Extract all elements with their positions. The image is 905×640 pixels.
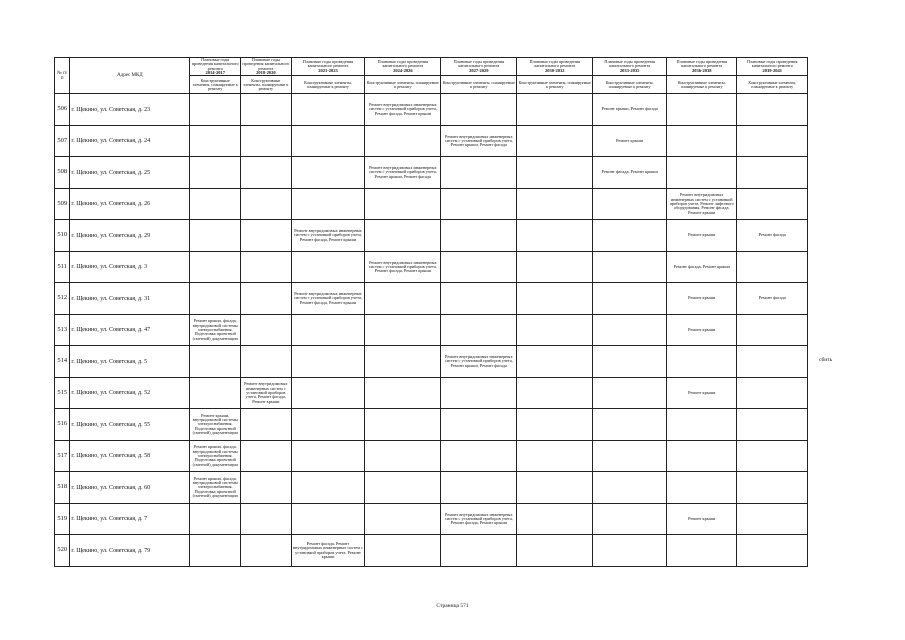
header-period xyxy=(441,58,517,76)
work-cell: Ремонт фасада, Ремонт крыши xyxy=(667,251,737,283)
work-cell xyxy=(190,157,241,189)
header-period-plan: Плановые годы проведения капитального ремонта xyxy=(529,59,580,69)
work-cell xyxy=(190,220,241,252)
table-row xyxy=(55,440,808,472)
work-cell xyxy=(517,283,593,315)
header-elements: Конструктивные элементы, планируемые к ремонту xyxy=(667,76,737,94)
work-cell xyxy=(291,346,365,378)
header-period xyxy=(593,58,667,76)
header-elements: Конструктивные элементы, планируемые к ремонту xyxy=(441,76,517,94)
work-cell xyxy=(291,125,365,157)
header-period xyxy=(667,58,737,76)
row-address: г. Щекино, ул. Советская, д. 23 xyxy=(70,94,190,126)
work-cell xyxy=(667,125,737,157)
row-address: г. Щекино, ул. Советская, д. 79 xyxy=(70,535,190,567)
row-address: г. Щекино, ул. Советская, д. 24 xyxy=(70,125,190,157)
work-cell xyxy=(517,377,593,409)
work-cell xyxy=(241,503,292,535)
header-num: № п/п xyxy=(55,58,70,94)
work-cell: Ремонт крыши xyxy=(667,503,737,535)
work-cell: Ремонт крыши, фасада, внутридомовой системы электроснабжения. Подготовка проектной (сметной) документации xyxy=(190,314,241,346)
work-cell xyxy=(291,440,365,472)
work-cell xyxy=(365,503,441,535)
header-period-plan: Плановые годы проведения капитального ремонта xyxy=(191,57,239,71)
work-cell xyxy=(241,346,292,378)
work-cell xyxy=(667,94,737,126)
work-cell xyxy=(593,188,667,220)
work-cell xyxy=(291,314,365,346)
row-number: 511 xyxy=(55,251,70,283)
header-period xyxy=(737,58,808,76)
row-number: 512 xyxy=(55,283,70,315)
table-row xyxy=(55,220,808,252)
work-cell xyxy=(517,157,593,189)
work-cell: Ремонт крыши, Ремонт фасада xyxy=(593,94,667,126)
work-cell: Ремонт внутридомовых инженерных систем с установкой приборов учета, Ремонт лифтового оборудования, Ремонт фасада, Ремонт крыши xyxy=(667,188,737,220)
work-cell xyxy=(291,472,365,504)
work-cell xyxy=(593,346,667,378)
work-cell xyxy=(593,314,667,346)
table-row xyxy=(55,472,808,504)
work-cell: Ремонт крыши, внутридомовой системы электроснабжения. Подготовка проектной (сметной) документации xyxy=(190,409,241,441)
work-cell xyxy=(737,314,808,346)
work-cell xyxy=(667,472,737,504)
header-period-years: 2021-2023 xyxy=(318,67,338,73)
work-cell xyxy=(737,157,808,189)
work-cell xyxy=(441,283,517,315)
work-cell xyxy=(737,535,808,567)
work-cell xyxy=(291,409,365,441)
work-cell xyxy=(190,377,241,409)
work-cell xyxy=(190,94,241,126)
work-cell xyxy=(365,314,441,346)
work-cell xyxy=(517,503,593,535)
work-cell xyxy=(737,472,808,504)
row-number: 510 xyxy=(55,220,70,252)
work-cell: Ремонт крыши xyxy=(593,125,667,157)
work-cell xyxy=(190,283,241,315)
page-number: Страница 571 xyxy=(436,603,469,609)
work-cell xyxy=(737,440,808,472)
work-cell xyxy=(441,377,517,409)
work-cell xyxy=(517,188,593,220)
work-cell xyxy=(737,503,808,535)
work-cell xyxy=(365,220,441,252)
work-cell xyxy=(667,535,737,567)
work-cell xyxy=(291,94,365,126)
header-period xyxy=(241,58,292,76)
work-cell xyxy=(593,472,667,504)
row-address: г. Щекино, ул. Советская, д. 60 xyxy=(70,472,190,504)
work-cell xyxy=(517,409,593,441)
work-cell xyxy=(737,377,808,409)
row-number: 508 xyxy=(55,157,70,189)
table-row xyxy=(55,125,808,157)
header-period xyxy=(291,58,365,76)
work-cell xyxy=(517,472,593,504)
header-elements: Конструктивные элементы, планируемые к ремонту xyxy=(593,76,667,94)
row-address: г. Щекино, ул. Советская, д. 26 xyxy=(70,188,190,220)
work-cell: Ремонт внутридомовых инженерных систем с установкой приборов учета, Ремонт крыши, Ремонт фасада xyxy=(441,346,517,378)
row-address: г. Щекино, ул. Советская, д. 7 xyxy=(70,503,190,535)
work-cell: Ремонт крыши, фасада, внутридомовой системы электроснабжения. Подготовка проектной (сметной) документации xyxy=(190,440,241,472)
work-cell: Ремонт фасада xyxy=(737,283,808,315)
row-address: г. Щекино, ул. Советская, д. 52 xyxy=(70,377,190,409)
work-cell xyxy=(190,535,241,567)
header-elements: Конструктивные элементы, планируемые к ремонту xyxy=(517,76,593,94)
work-cell xyxy=(737,409,808,441)
row-number: 514 xyxy=(55,346,70,378)
header-period-years: 2030-2032 xyxy=(545,67,565,73)
work-cell: Ремонт внутридомовых инженерных систем с установкой приборов учета, Ремонт фасада, Ремонт крыши xyxy=(365,251,441,283)
header-period-years: 2039-2041 xyxy=(762,67,782,73)
work-cell xyxy=(190,188,241,220)
row-address: г. Щекино, ул. Советская, д. 55 xyxy=(70,409,190,441)
work-cell xyxy=(190,346,241,378)
work-cell xyxy=(241,251,292,283)
header-address: Адрес МКД xyxy=(70,58,190,94)
work-cell xyxy=(737,251,808,283)
work-cell xyxy=(737,94,808,126)
row-number: 518 xyxy=(55,472,70,504)
work-cell xyxy=(441,251,517,283)
work-cell xyxy=(441,535,517,567)
table-row xyxy=(55,409,808,441)
work-cell xyxy=(365,440,441,472)
header-period-plan: Плановые годы проведения капитального ремонта xyxy=(604,59,655,69)
work-cell xyxy=(291,503,365,535)
work-cell xyxy=(593,535,667,567)
work-cell: Ремонт внутридомовых инженерных систем с установкой приборов учета, Ремонт фасада, Ремонт крыши xyxy=(365,94,441,126)
header-period xyxy=(517,58,593,76)
work-cell xyxy=(517,440,593,472)
work-cell xyxy=(365,409,441,441)
work-cell xyxy=(441,220,517,252)
work-cell xyxy=(517,314,593,346)
header-elements: Конструктивные элементы, планируемые к ремонту xyxy=(737,76,808,94)
work-cell xyxy=(667,440,737,472)
header-period xyxy=(365,58,441,76)
row-number: 507 xyxy=(55,125,70,157)
work-cell xyxy=(291,157,365,189)
row-number: 516 xyxy=(55,409,70,441)
table-row xyxy=(55,188,808,220)
work-cell xyxy=(190,503,241,535)
row-address: г. Щекино, ул. Советская, д. 47 xyxy=(70,314,190,346)
work-cell xyxy=(517,94,593,126)
work-cell xyxy=(593,220,667,252)
work-cell: Ремонт фасада, Ремонт внутридомовых инженерных систем с установкой приборов учета, Ремонт крыши xyxy=(291,535,365,567)
work-cell xyxy=(441,440,517,472)
work-cell: Ремонт внутридомовых инженерных систем с установкой приборов учета, Ремонт фасада, Ремонт крыши xyxy=(441,503,517,535)
row-address: г. Щекино, ул. Советская, д. 29 xyxy=(70,220,190,252)
work-cell xyxy=(241,440,292,472)
header-period-plan: Плановые годы проведения капитального ремонта xyxy=(453,59,505,69)
work-cell xyxy=(241,220,292,252)
work-cell: Ремонт крыши xyxy=(667,283,737,315)
table-row xyxy=(55,377,808,409)
work-cell xyxy=(441,472,517,504)
header-period-years: 2018-2020 xyxy=(256,69,276,75)
work-cell xyxy=(241,157,292,189)
row-address: г. Щекино, ул. Советская, д. 3 xyxy=(70,251,190,283)
work-cell xyxy=(241,409,292,441)
header-row-periods xyxy=(55,58,808,76)
header-period-plan: Плановые годы проведения капитального ремонта xyxy=(747,59,798,69)
work-cell xyxy=(241,283,292,315)
row-address: г. Щекино, ул. Советская, д. 31 xyxy=(70,283,190,315)
work-cell xyxy=(241,94,292,126)
header-period-years: 2024-2026 xyxy=(393,67,413,73)
row-address: г. Щекино, ул. Советская, д. 5 xyxy=(70,346,190,378)
row-number: 517 xyxy=(55,440,70,472)
row-number: 519 xyxy=(55,503,70,535)
row-number: 513 xyxy=(55,314,70,346)
work-cell xyxy=(593,251,667,283)
header-elements: Конструктивные элементы, планируемые к ремонту xyxy=(365,76,441,94)
row-number: 506 xyxy=(55,94,70,126)
work-cell xyxy=(241,472,292,504)
header-period-years: 2033-2035 xyxy=(619,67,640,73)
work-cell xyxy=(737,346,808,378)
work-cell xyxy=(365,472,441,504)
work-cell: Ремонт внутридомовых инженерных систем с установкой приборов учета, Ремонт крыши, Ремонт фасада xyxy=(441,125,517,157)
work-cell xyxy=(365,535,441,567)
work-cell xyxy=(241,125,292,157)
work-cell xyxy=(291,251,365,283)
work-cell xyxy=(517,125,593,157)
work-cell xyxy=(441,409,517,441)
work-cell xyxy=(365,346,441,378)
work-cell xyxy=(517,220,593,252)
header-period-plan: Плановые годы проведения капитального ремонта xyxy=(302,59,354,69)
work-cell xyxy=(517,251,593,283)
work-cell xyxy=(593,409,667,441)
header-period-plan: Плановые годы проведения капитального ремонта xyxy=(676,59,727,69)
work-cell xyxy=(365,283,441,315)
work-cell xyxy=(737,188,808,220)
table-row xyxy=(55,314,808,346)
work-cell xyxy=(291,377,365,409)
header-period xyxy=(190,58,241,76)
side-note: сбить xyxy=(819,357,833,363)
work-cell xyxy=(365,377,441,409)
work-cell xyxy=(737,125,808,157)
work-cell xyxy=(441,188,517,220)
work-cell: Ремонт внутридомовых инженерных систем с установкой приборов учета, Ремонт крыши, Ремонт фасада xyxy=(365,157,441,189)
work-cell xyxy=(593,503,667,535)
table-row xyxy=(55,346,808,378)
table-row xyxy=(55,251,808,283)
header-period-years: 2036-2038 xyxy=(691,67,712,73)
row-address: г. Щекино, ул. Советская, д. 25 xyxy=(70,157,190,189)
table-row xyxy=(55,535,808,567)
row-number: 515 xyxy=(55,377,70,409)
work-cell xyxy=(593,283,667,315)
capital-repair-table xyxy=(54,57,808,567)
work-cell: Ремонт фасада, Ремонт крыши xyxy=(593,157,667,189)
work-cell xyxy=(241,188,292,220)
header-period-plan: Плановые годы проведения капитального ремонта xyxy=(377,59,429,69)
work-cell xyxy=(667,157,737,189)
row-number: 509 xyxy=(55,188,70,220)
work-cell xyxy=(441,157,517,189)
work-cell xyxy=(190,125,241,157)
table-row xyxy=(55,94,808,126)
row-address: г. Щекино, ул. Советская, д. 58 xyxy=(70,440,190,472)
header-elements: Конструктивные элементы, планируемые к ремонту xyxy=(190,76,241,94)
work-cell xyxy=(517,535,593,567)
work-cell: Ремонт крыши xyxy=(667,220,737,252)
header-period-years: 2027-2029 xyxy=(469,67,489,73)
work-cell: Ремонт крыши xyxy=(667,377,737,409)
header-period-plan: Плановые годы проведения капитального ремонта xyxy=(242,57,290,71)
work-cell xyxy=(667,346,737,378)
work-cell xyxy=(517,346,593,378)
work-cell: Ремонт внутридомовых инженерных систем с установкой приборов учета, Ремонт фасада, Ремонт крыши xyxy=(291,283,365,315)
table-row xyxy=(55,157,808,189)
work-cell xyxy=(667,409,737,441)
row-number: 520 xyxy=(55,535,70,567)
work-cell xyxy=(365,188,441,220)
work-cell xyxy=(593,440,667,472)
work-cell: Ремонт фасада xyxy=(737,220,808,252)
work-cell xyxy=(291,188,365,220)
table-row xyxy=(55,503,808,535)
header-period-years: 2014-2017 xyxy=(205,69,225,75)
header-elements: Конструктивные элементы, планируемые к ремонту xyxy=(291,76,365,94)
work-cell: Ремонт крыши, фасада, внутридомовой системы электроснабжения. Подготовка проектной (сметной) документации xyxy=(190,472,241,504)
work-cell: Ремонт внутридомовых инженерных систем с установкой приборов учета, Ремонт фасада, Ремонт крыши xyxy=(241,377,292,409)
work-cell xyxy=(190,251,241,283)
work-cell xyxy=(365,125,441,157)
work-cell xyxy=(593,377,667,409)
table-row xyxy=(55,283,808,315)
work-cell: Ремонт внутридомовых инженерных систем с установкой приборов учета, Ремонт фасада, Ремонт крыши xyxy=(291,220,365,252)
work-cell: Ремонт крыши xyxy=(667,314,737,346)
work-cell xyxy=(241,535,292,567)
work-cell xyxy=(441,94,517,126)
work-cell xyxy=(241,314,292,346)
work-cell xyxy=(441,314,517,346)
header-elements: Конструктивные элементы, планируемые к ремонту xyxy=(241,76,292,94)
